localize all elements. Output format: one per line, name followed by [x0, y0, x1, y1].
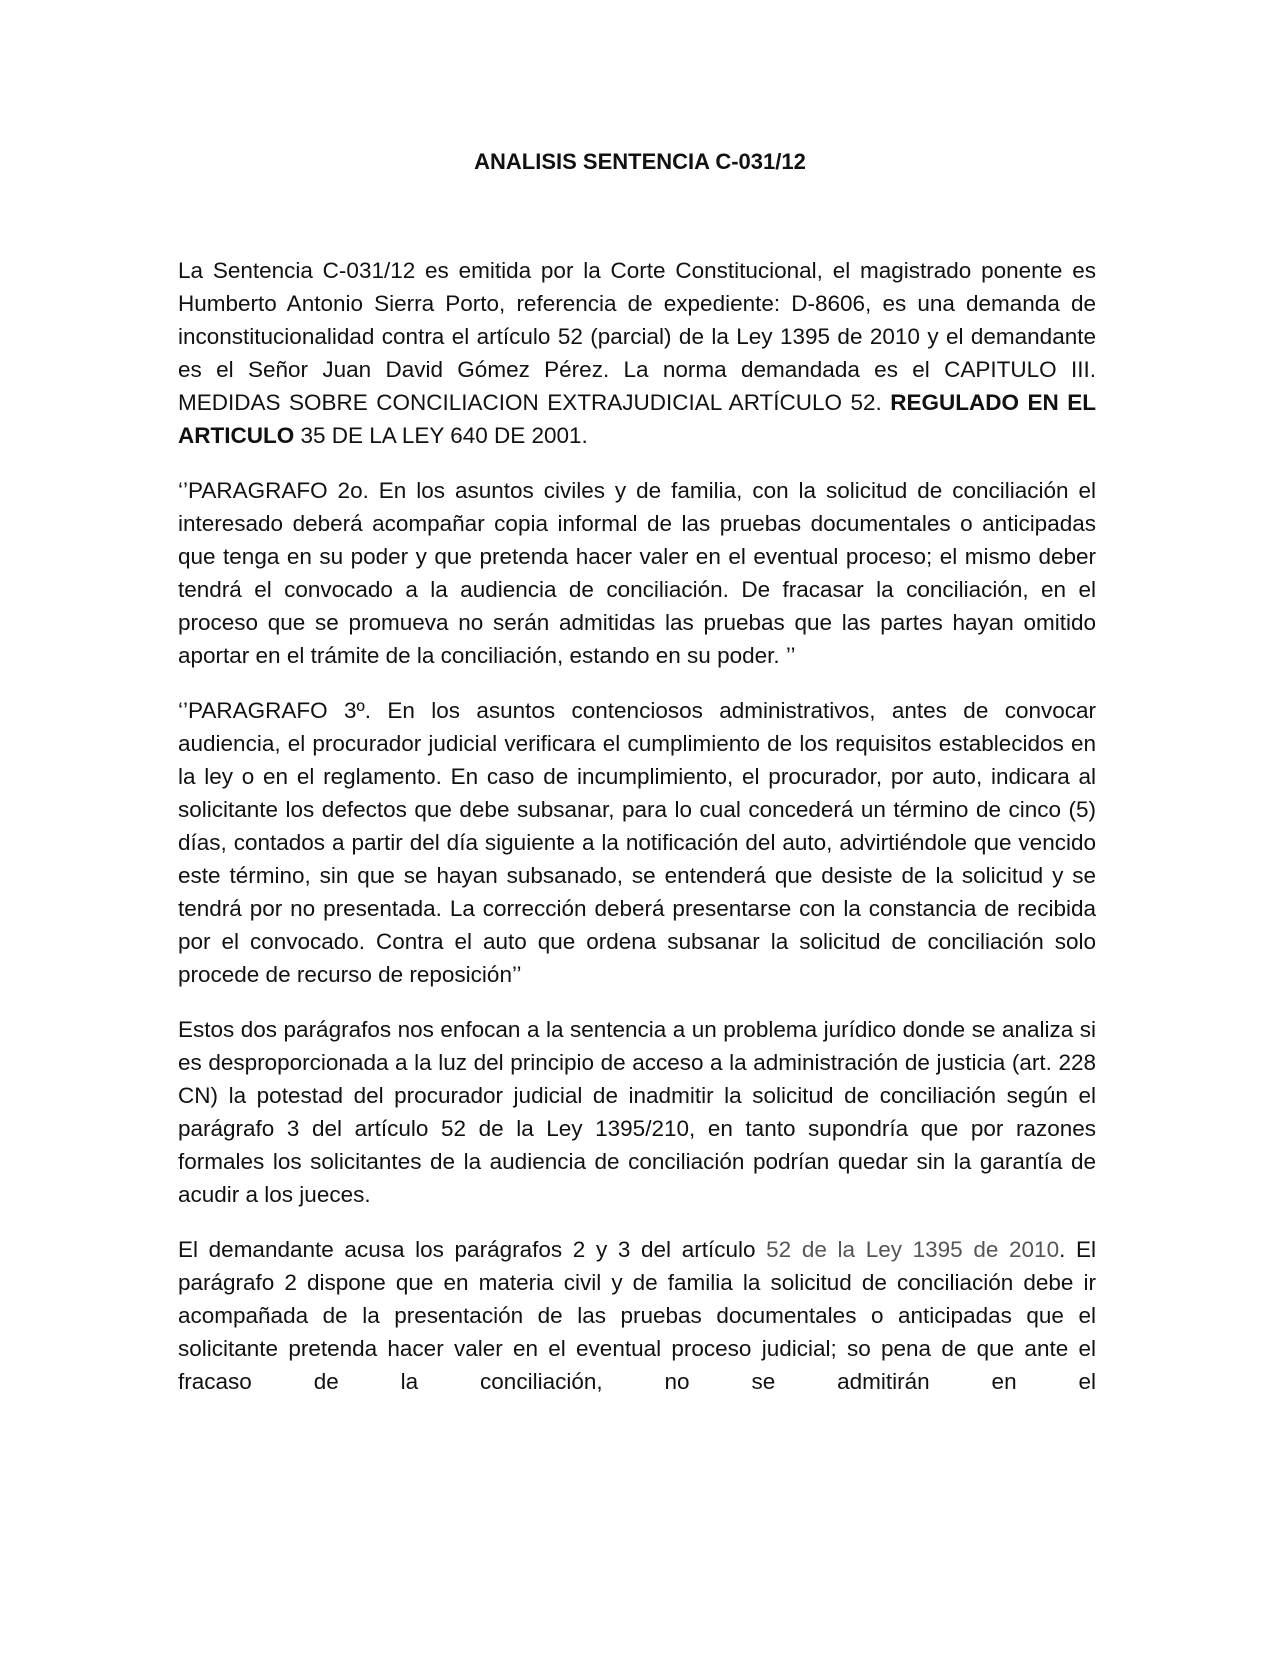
- demandante-text: El demandante acusa los parágrafos 2 y 3 del artículo: [178, 1237, 767, 1262]
- paragraph-intro: [178, 254, 1096, 452]
- intro-text-end: 35 DE LA LEY 640 DE 2001.: [294, 423, 588, 448]
- paragraph-problema-juridico: Estos dos parágrafos nos enfocan a la sentencia a un problema jurídico donde se analiza si es desproporcionada a la luz del principio de acceso a la administración de justicia (art. 228 CN) la potestad del procurador judicial de inadmitir la solicitud de conciliación según el parágrafo 3 del artículo 52 de la Ley 1395/210, en tanto supondría que por razones formales los solicitantes de la audiencia de conciliación podrían quedar sin la garantía de acudir a los jueces.: [178, 1017, 1096, 1207]
- paragraph-paragrafo-3: ‘’PARAGRAFO 3º. En los asuntos contenciosos administrativos, antes de convocar audiencia, el procurador judicial verificara el cumplimiento de los requisitos establecidos en la ley o en el reglamento. En caso de incumplimiento, el procurador, por auto, indicara al solicitante los defectos que debe subsanar, para lo cual concederá un término de cinco (5) días, contados a partir del día siguiente a la notificación del auto, advirtiéndole que vencido este término, sin que se hayan subsanado, se entenderá que desiste de la solicitud y se tendrá por no presentada. La corrección deberá presentarse con la constancia de recibida por el convocado. Contra el auto que ordena subsanar la solicitud de conciliación solo procede de recurso de reposición’’: [178, 698, 1096, 987]
- intro-text: La Sentencia C-031/12 es emitida por la Corte Constitucional, el magistrado ponente es Humberto Antonio Sierra Porto, referencia de expediente: D-8606, es una demanda de inconstitucionalidad contra el artículo 52 (parcial) de la Ley 1395 de 2010 y el demandante es el Señor Juan David Gómez Pérez. La norma demandada es el CAPITULO III. MEDIDAS SOBRE CONCILIACION EXTRAJUDICIAL ARTÍCULO 52.: [178, 258, 1096, 415]
- intro-bold-text: REGULADO EN EL ARTICULO: [178, 390, 1096, 448]
- document-title: ANALISIS SENTENCIA C-031/12: [474, 149, 806, 174]
- paragraph-demandante: [178, 1233, 1096, 1398]
- paragraph-paragrafo-2: ‘’PARAGRAFO 2o. En los asuntos civiles y de familia, con la solicitud de conciliación el interesado deberá acompañar copia informal de las pruebas documentales o anticipadas que tenga en su poder y que pretenda hacer valer en el eventual proceso; el mismo deber tendrá el convocado a la audiencia de conciliación. De fracasar la conciliación, en el proceso que se promueva no serán admitidas las pruebas que las partes hayan omitido aportar en el trámite de la conciliación, estando en su poder. ’’: [178, 478, 1096, 668]
- document-body: [178, 254, 1096, 1420]
- demandante-text-end: . El parágrafo 2 dispone que en materia civil y de familia la solicitud de conciliación debe ir acompañada de la presentación de las pruebas documentales o anticipadas que el solicitante pretenda hacer valer en el eventual proceso judicial; so pena de que ante el fracaso de la conciliación, no se admitirán en el: [178, 1237, 1097, 1394]
- law-reference-link[interactable]: 52 de la Ley 1395 de 2010: [766, 1237, 1060, 1262]
